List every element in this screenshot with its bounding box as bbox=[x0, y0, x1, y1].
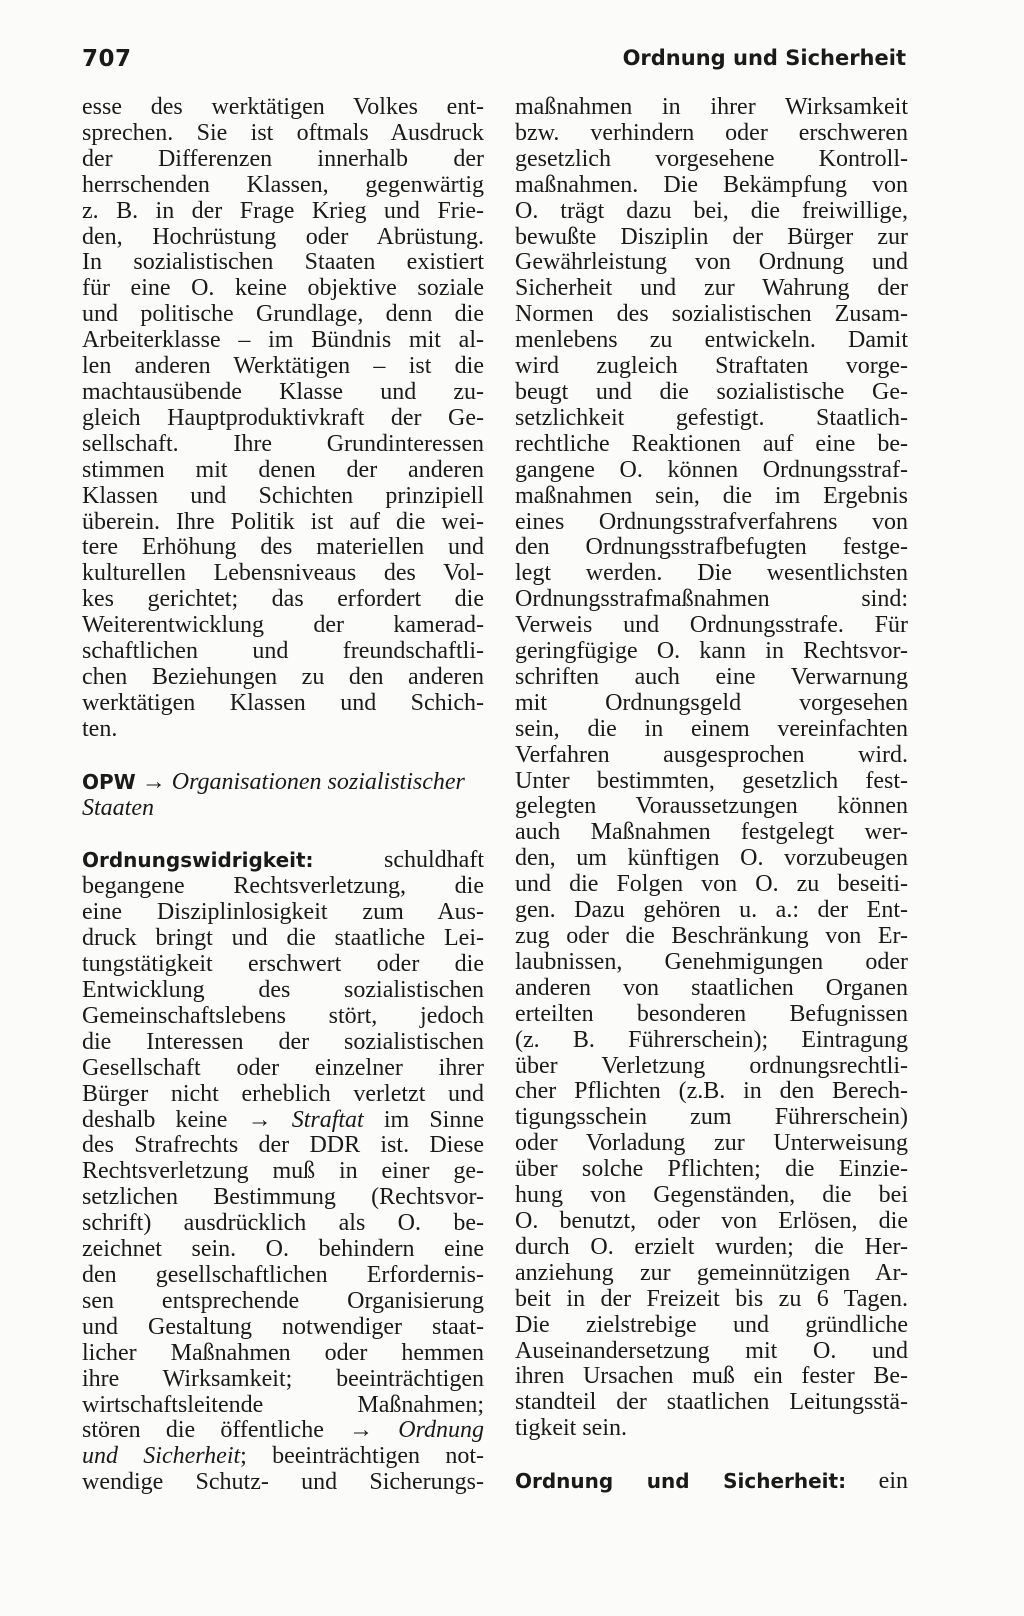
text-line: stimmen mit denen der anderen bbox=[82, 456, 484, 483]
text-line: den Ordnungsstrafbefugten festge- bbox=[515, 534, 908, 561]
text-line: schrift) ausdrücklich als O. be- bbox=[82, 1210, 484, 1237]
text-line: gesetzlich vorgesehene Kontroll- bbox=[515, 145, 908, 172]
text-line: sein, die in einem vereinfachten bbox=[515, 715, 908, 742]
text-line: und die Folgen von O. zu beseiti- bbox=[515, 871, 908, 898]
right-column bbox=[515, 95, 908, 1495]
ow-ref-line: deshalb keine → Straftat im Sinne bbox=[82, 1106, 484, 1133]
text-line: maßnahmen sein, die im Ergebnis bbox=[515, 482, 908, 509]
text-line: über solche Pflichten; die Einzie- bbox=[515, 1156, 908, 1183]
text-line: Ordnungsstrafmaßnahmen sind: bbox=[515, 586, 908, 613]
text-line: erteilten besonderen Befugnissen bbox=[515, 1000, 908, 1027]
text-line: über Verletzung ordnungsrechtli- bbox=[515, 1052, 908, 1079]
text-line: des Strafrechts der DDR ist. Diese bbox=[82, 1132, 484, 1159]
arrow-icon: → bbox=[349, 1417, 374, 1444]
text-line: Verfahren ausgesprochen wird. bbox=[515, 741, 908, 768]
text-line: geringfügige O. kann in Rechtsvor- bbox=[515, 638, 908, 665]
text-line: zeichnet sein. O. behindern eine bbox=[82, 1236, 484, 1263]
text-line: Rechtsverletzung muß in einer ge- bbox=[82, 1158, 484, 1185]
text-line: eines Ordnungsstrafverfahrens von bbox=[515, 508, 908, 535]
text-line: machtausübende Klasse und zu- bbox=[82, 378, 484, 405]
text-line: beit in der Freizeit bis zu 6 Tagen. bbox=[515, 1285, 908, 1312]
text-line: Gemeinschaftslebens stört, jedoch bbox=[82, 1002, 484, 1029]
text-line: auch Maßnahmen festgelegt wer- bbox=[515, 819, 908, 846]
text-line: den, Hochrüstung oder Abrüstung. bbox=[82, 223, 484, 250]
ow-ref2-line: stören die öffentliche → Ordnung bbox=[82, 1417, 485, 1444]
text-line: O. trägt dazu bei, die freiwillige, bbox=[515, 197, 908, 224]
text-line: Sicherheit und zur Wahrung der bbox=[515, 275, 908, 302]
entry-continuation-right bbox=[515, 95, 908, 1442]
cross-reference-cont: und Sicherheit bbox=[82, 1443, 241, 1470]
text-line: sen entsprechende Organisierung bbox=[82, 1287, 484, 1314]
text-line: Arbeiterklasse – im Bündnis mit al- bbox=[82, 327, 484, 354]
text-line: ihren Ursachen muß ein fester Be- bbox=[515, 1363, 908, 1390]
text-line: gelegten Voraussetzungen können bbox=[515, 793, 908, 820]
entry-continuation bbox=[82, 95, 484, 743]
text-line: wirtschaftsleitende Maßnahmen; bbox=[82, 1391, 484, 1418]
text-line: oder Vorladung zur Unterweisung bbox=[515, 1130, 908, 1157]
text-line: Verweis und Ordnungsstrafe. Für bbox=[515, 612, 908, 639]
text-line: wird zugleich Straftaten vorge- bbox=[515, 353, 908, 380]
text-line: anziehung zur gemeinnützigen Ar- bbox=[515, 1259, 908, 1286]
text-line: setzlichkeit gefestigt. Staatlich- bbox=[515, 404, 908, 431]
opw-line-2 bbox=[82, 796, 484, 822]
text-line: Weiterentwicklung der kamerad- bbox=[82, 612, 484, 639]
text-line: mit Ordnungsgeld vorgesehen bbox=[515, 689, 908, 716]
text-line: cher Pflichten (z.B. in den Berech- bbox=[515, 1078, 908, 1105]
cross-reference: Straftat bbox=[291, 1106, 364, 1133]
text-line: beugt und die sozialistische Ge- bbox=[515, 378, 908, 405]
text-line: Die zielstrebige und gründliche bbox=[515, 1311, 908, 1338]
text-line: sprechen. Sie ist oftmals Ausdruck bbox=[82, 119, 484, 146]
text-line: Auseinandersetzung mit O. und bbox=[515, 1337, 908, 1364]
text-line: menlebens zu entwickeln. Damit bbox=[515, 327, 908, 354]
ow-ref2-line-2: und Sicherheit; beeinträchtigen not- bbox=[82, 1443, 484, 1470]
text-line: ihre Wirksamkeit; beeinträchtigen bbox=[82, 1365, 484, 1392]
text-line: laubnissen, Genehmigungen oder bbox=[515, 948, 908, 975]
headword-opw: OPW bbox=[82, 769, 136, 794]
text-line: gleich Hauptproduktivkraft der Ge- bbox=[82, 404, 484, 431]
text-line: und Gestaltung notwendiger staat- bbox=[82, 1313, 484, 1340]
text-line: setzlichen Bestimmung (Rechtsvor- bbox=[82, 1184, 484, 1211]
text-line: gen. Dazu gehören u. a.: der Ent- bbox=[515, 897, 908, 924]
text-line: legt werden. Die wesentlichsten bbox=[515, 560, 908, 587]
text-line: Entwicklung des sozialistischen bbox=[82, 977, 484, 1003]
text-line: bewußte Disziplin der Bürger zur bbox=[515, 223, 908, 250]
arrow-icon: → bbox=[247, 1106, 272, 1133]
text-line: kes gerichtet; das erfordert die bbox=[82, 586, 484, 613]
cross-reference-cont: Staaten bbox=[82, 794, 154, 821]
text-line: den gesellschaftlichen Erfordernis- bbox=[82, 1261, 484, 1288]
text-line: der Differenzen innerhalb der bbox=[82, 145, 484, 172]
text-line: z. B. in der Frage Krieg und Frie- bbox=[82, 197, 484, 224]
text-line: schaftlichen und freundschaftli- bbox=[82, 638, 484, 665]
arrow-icon: → bbox=[141, 768, 166, 795]
text-line: anderen von staatlichen Organen bbox=[515, 974, 908, 1001]
text-line: hung von Gegenständen, die bei bbox=[515, 1182, 908, 1209]
entry-ordnung-und-sicherheit: Ordnung und Sicherheit: ein bbox=[515, 1468, 908, 1495]
text-line: bzw. verhindern oder erschweren bbox=[515, 119, 908, 146]
text-line: tigkeit sein. bbox=[515, 1415, 627, 1442]
text-line: sellschaft. Ihre Grundinteressen bbox=[82, 430, 484, 457]
ow-line-1: Ordnungswidrigkeit: schuldhaft bbox=[82, 847, 484, 874]
text-line: werktätigen Klassen und Schich- bbox=[82, 689, 484, 716]
text-line: Klassen und Schichten prinzipiell bbox=[82, 482, 484, 509]
entry-ordnungswidrigkeit bbox=[82, 848, 484, 1496]
text-line: durch O. erzielt wurden; die Her- bbox=[515, 1233, 908, 1260]
headword-ordnungswidrigkeit: Ordnungswidrigkeit: bbox=[82, 848, 314, 873]
text-line: standteil der staatlichen Leitungsstä- bbox=[515, 1389, 908, 1416]
text-line: licher Maßnahmen oder hemmen bbox=[82, 1339, 484, 1366]
headword-ordnung-und-sicherheit: Ordnung und Sicherheit: bbox=[515, 1469, 847, 1494]
text-line: chen Beziehungen zu den anderen bbox=[82, 663, 484, 690]
text-line: und politische Grundlage, denn die bbox=[82, 301, 484, 328]
text-line: (z. B. Führerschein); Eintragung bbox=[515, 1026, 908, 1053]
text-line: zug oder die Beschränkung von Er- bbox=[515, 923, 908, 949]
text-line: eine Disziplinlosigkeit zum Aus- bbox=[82, 899, 484, 926]
text-line: kulturellen Lebensniveaus des Vol- bbox=[82, 560, 484, 587]
cross-reference: Organisationen sozialistischer bbox=[171, 768, 465, 795]
text-line: für eine O. keine objektive soziale bbox=[82, 275, 484, 302]
text-line: tungstätigkeit erschwert oder die bbox=[82, 951, 484, 978]
text-line: gangene O. können Ordnungsstraf- bbox=[515, 456, 908, 483]
text-line: die Interessen der sozialistischen bbox=[82, 1028, 484, 1055]
text-line: esse des werktätigen Volkes ent- bbox=[82, 94, 484, 120]
text-line: In sozialistischen Staaten existiert bbox=[82, 249, 484, 276]
text-line: überein. Ihre Politik ist auf die wei- bbox=[82, 508, 484, 535]
text-line: ten. bbox=[82, 715, 118, 742]
text-line: maßnahmen. Die Bekämpfung von bbox=[515, 171, 908, 198]
text-line: tigungsschein zum Führerschein) bbox=[515, 1104, 908, 1131]
text-line: Gewährleistung von Ordnung und bbox=[515, 249, 908, 276]
text-line: herrschenden Klassen, gegenwärtig bbox=[82, 171, 484, 198]
text-line: Normen des sozialistischen Zusam- bbox=[515, 301, 908, 328]
left-column bbox=[82, 95, 484, 1496]
ow-last-line: wendige Schutz- und Sicherungs- bbox=[82, 1469, 484, 1496]
opw-line-1 bbox=[82, 770, 484, 796]
text-line: rechtliche Reaktionen auf eine be- bbox=[515, 430, 908, 457]
text-line: druck bringt und die staatliche Lei- bbox=[82, 925, 484, 952]
page-number: 707 bbox=[82, 46, 132, 72]
text-line: maßnahmen in ihrer Wirksamkeit bbox=[515, 94, 908, 120]
text-line: Bürger nicht erheblich verletzt und bbox=[82, 1080, 484, 1107]
text-line: begangene Rechtsverletzung, die bbox=[82, 873, 484, 900]
running-head: Ordnung und Sicherheit bbox=[622, 46, 906, 70]
cross-reference: Ordnung bbox=[398, 1417, 485, 1444]
text-line: O. benutzt, oder von Erlösen, die bbox=[515, 1207, 908, 1234]
text-line: schriften auch eine Verwarnung bbox=[515, 663, 908, 690]
text-line: Unter bestimmten, gesetzlich fest- bbox=[515, 767, 908, 794]
text-line: len anderen Werktätigen – ist die bbox=[82, 353, 484, 380]
text-line: den, um künftigen O. vorzubeugen bbox=[515, 845, 908, 872]
text-line: Gesellschaft oder einzelner ihrer bbox=[82, 1054, 484, 1081]
text-line: tere Erhöhung des materiellen und bbox=[82, 534, 484, 561]
entry-opw bbox=[82, 770, 484, 822]
